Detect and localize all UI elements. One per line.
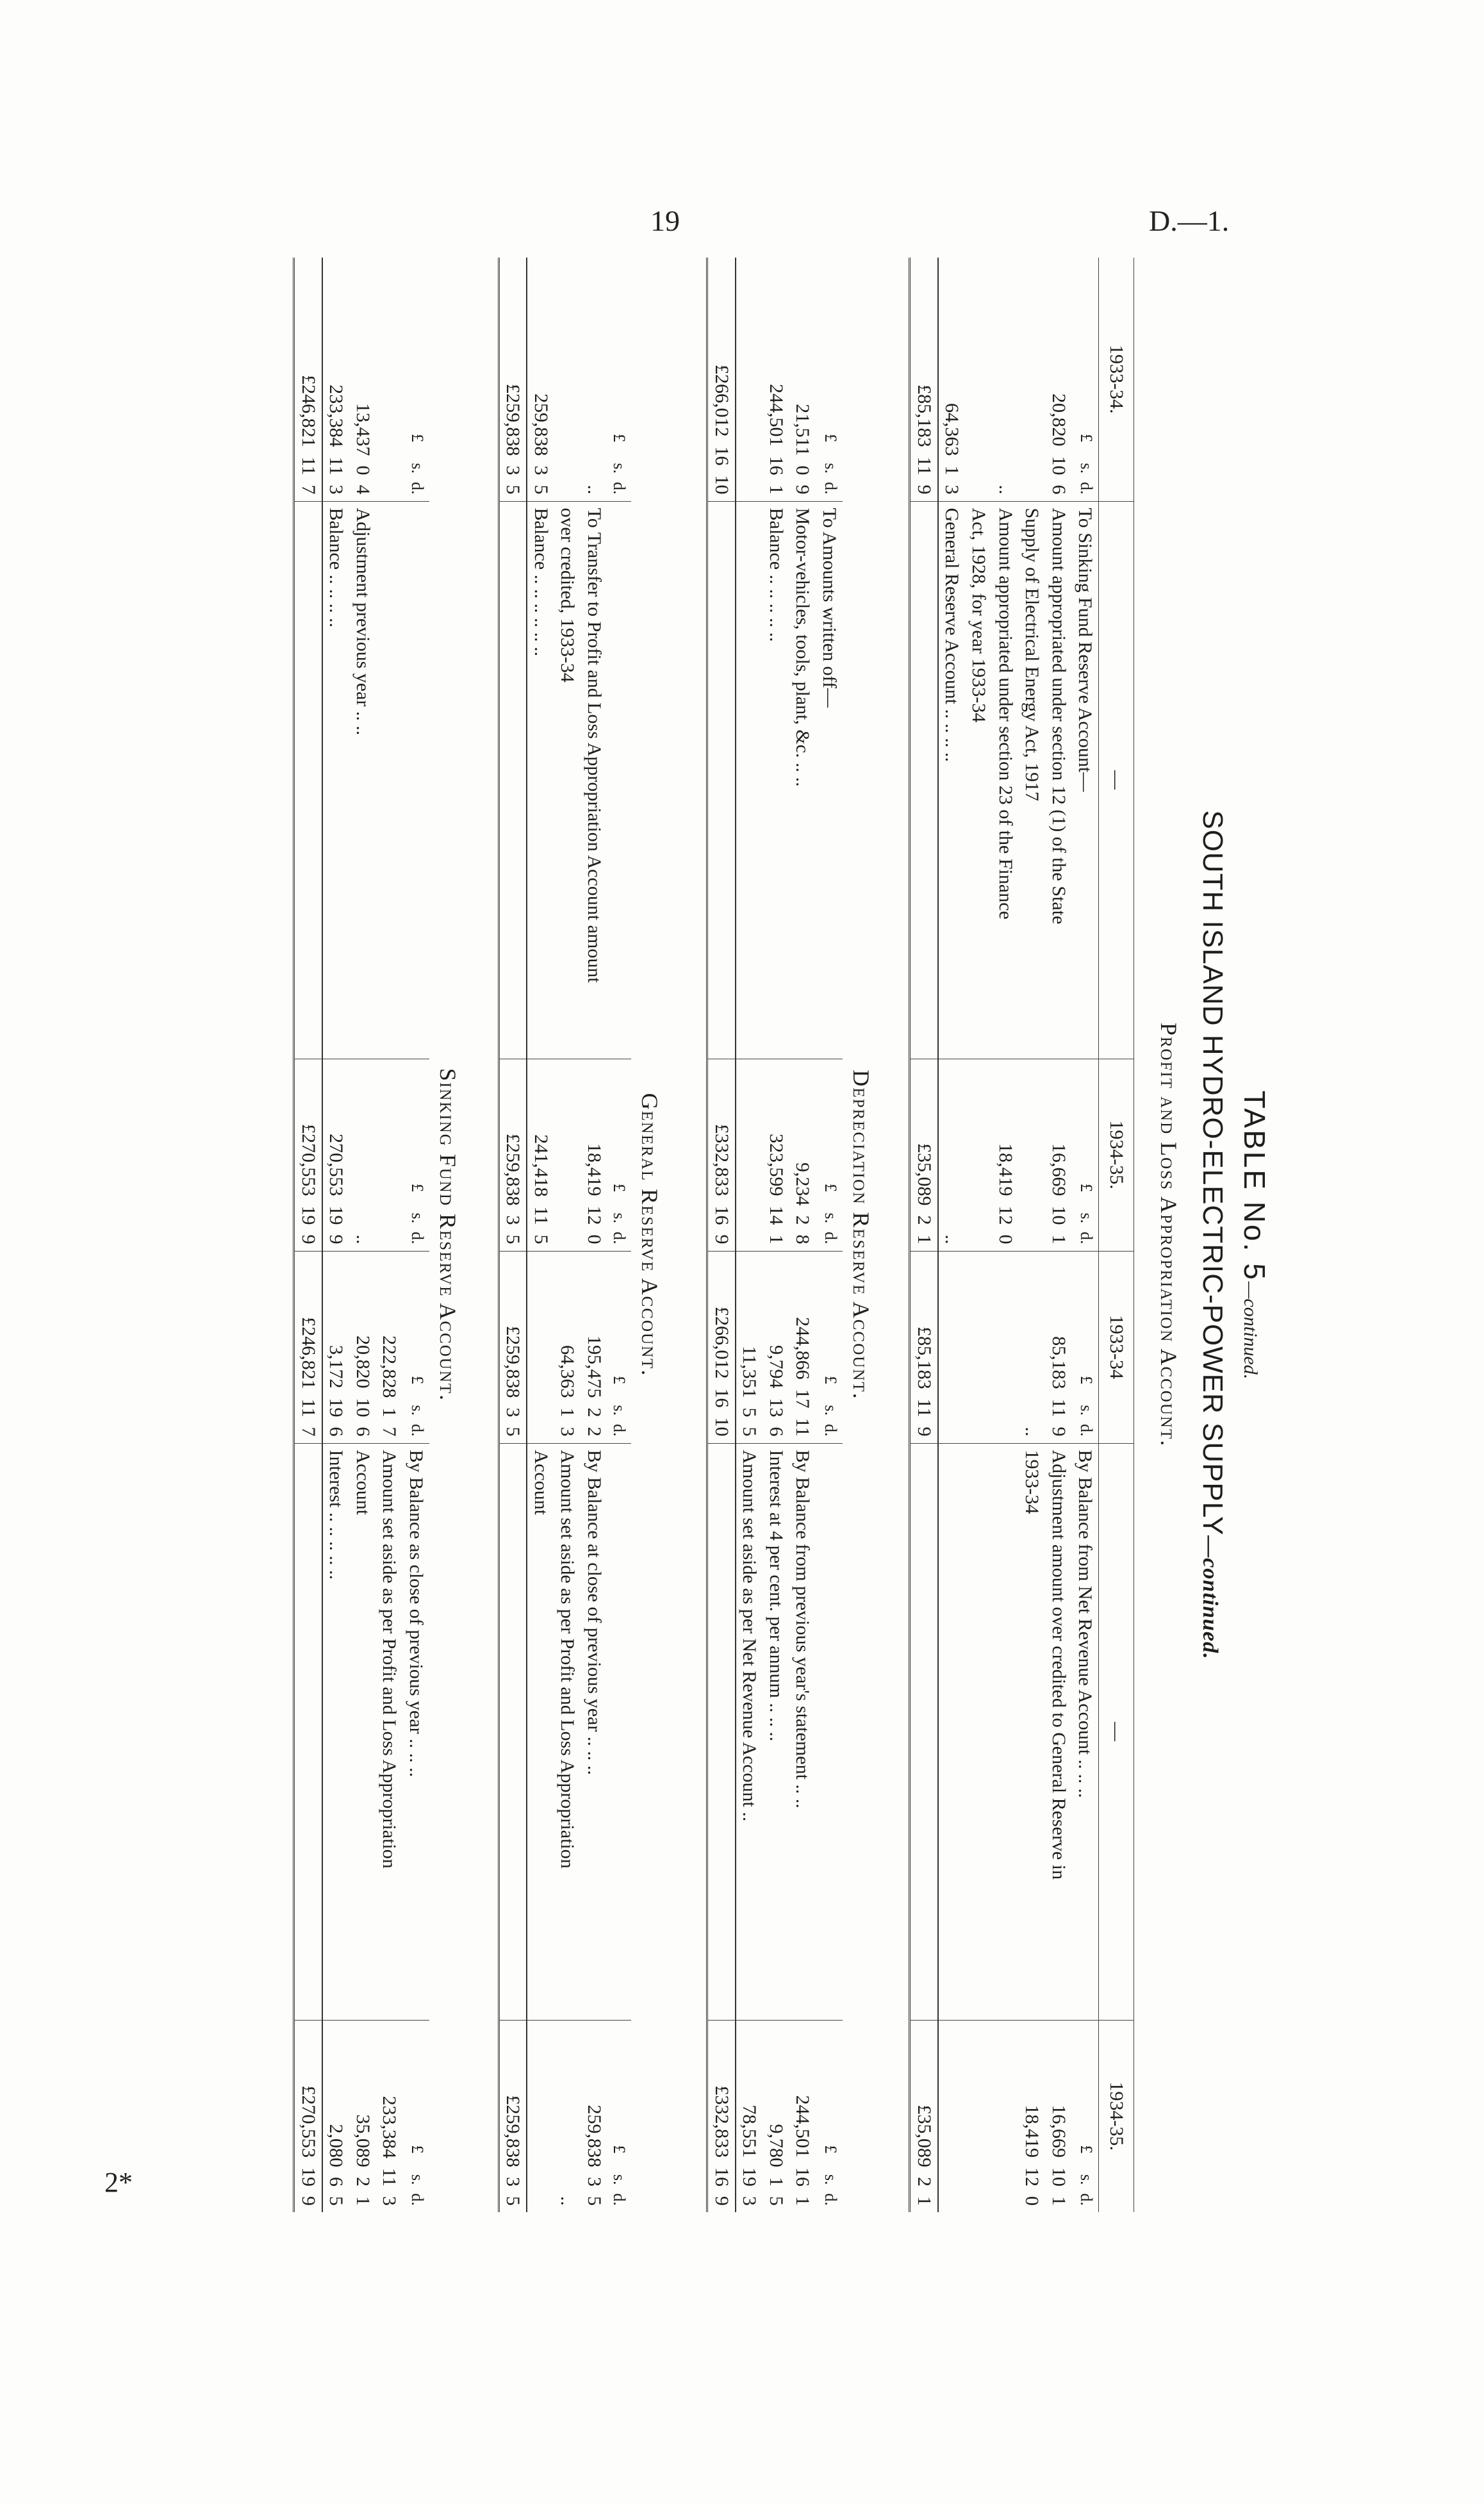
hdr-1934-35-cr: 1934-35. xyxy=(1099,2020,1134,2212)
pl-dr-b-2 xyxy=(1019,1059,1046,1251)
table-title: TABLE No. 5—continued. xyxy=(1238,1090,1271,1380)
dep-cr-b-1: 9,780 1 5 xyxy=(763,2020,789,2212)
depreciation-reserve-account xyxy=(706,258,875,2212)
dep-cr-desc-1: Interest at 4 per cent. per annum .. .. .. xyxy=(763,1443,789,2020)
sink-dr-desc-0: Adjustment previous year .. .. xyxy=(349,501,376,1059)
sink-cr-desc-3: Interest .. .. .. .. .. xyxy=(322,1443,350,2020)
pl-cr-b-2 xyxy=(992,2020,1019,2212)
sink-cr-total-b: £270,553 19 9 xyxy=(294,2020,322,2212)
sink-table xyxy=(293,258,429,2212)
dep-cr-total-a: £266,012 16 10 xyxy=(707,1251,736,1443)
dep-dr-a-2: 244,501 16 1 xyxy=(765,384,787,495)
pl-dr-a-1: 20,820 10 6 xyxy=(1048,393,1069,495)
pl-cr-a-0: 85,183 11 9 xyxy=(1045,1251,1072,1443)
pl-table xyxy=(909,258,1134,2212)
gen-dr-b-1 xyxy=(554,1059,581,1251)
unit-label: £ s. d. xyxy=(402,1059,429,1251)
pl-dr-a-4 xyxy=(965,258,992,501)
dep-cr-a-0: 244,866 17 11 xyxy=(789,1251,816,1443)
sink-cr-a-0: 222,828 1 7 xyxy=(376,1251,403,1443)
pl-dr-b-3: 18,419 12 0 xyxy=(992,1059,1019,1251)
gen-cr-a-0: 195,475 2 2 xyxy=(581,1251,607,1443)
sink-title: Sinking Fund Reserve Account. xyxy=(435,1068,461,1402)
dep-table xyxy=(706,258,843,2212)
unit-label: £ s. d. xyxy=(1077,433,1096,495)
sink-dr-a-0: 13,437 0 4 xyxy=(352,403,374,495)
profit-loss-account xyxy=(909,258,1134,2212)
pl-cr-total-a: £85,183 11 9 xyxy=(910,1251,938,1443)
dep-dr-b-1: 9,234 2 8 xyxy=(789,1059,816,1251)
dep-dr-desc-1: Motor-vehicles, tools, plant, &c. .. .. xyxy=(789,501,816,1059)
gen-dr-desc-0: To Transfer to Profit and Loss Appropriation Account amount xyxy=(581,501,607,1059)
dep-dr-total-b: £332,833 16 9 xyxy=(707,1059,736,1251)
dep-dr-a-1: 21,511 0 9 xyxy=(792,404,814,495)
unit-label: £ s. d. xyxy=(1072,2020,1099,2212)
dep-dr-total-a: £266,012 16 10 xyxy=(707,258,736,501)
pl-dr-desc-5: General Reserve Account .. .. .. .. xyxy=(938,501,966,1059)
dep-cr-b-2: 78,551 19 3 xyxy=(736,2020,763,2212)
sink-cr-desc-2: Account xyxy=(349,1443,376,2020)
pl-cr-a-2 xyxy=(992,1251,1019,1443)
sink-dr-b-1: 270,553 19 9 xyxy=(322,1059,350,1251)
margin-mark: 2* xyxy=(104,2167,133,2198)
gen-dr-total-a: £259,838 3 5 xyxy=(499,258,527,501)
dep-cr-total-b: £332,833 16 9 xyxy=(707,2020,736,2212)
unit-label: £ s. d. xyxy=(816,2020,843,2212)
gen-dr-b-2: 241,418 11 5 xyxy=(527,1059,554,1251)
document-code: D.—1. xyxy=(1149,204,1230,237)
pl-dr-b-1: 16,669 10 1 xyxy=(1045,1059,1072,1251)
unit-label: £ s. d. xyxy=(408,433,427,495)
gen-cr-desc-0: By Balance at close of previous year .. .. .. xyxy=(581,1443,607,2020)
dep-title: Depreciation Reserve Account. xyxy=(848,1070,874,1400)
hdr-1933-34-dr: 1933-34. xyxy=(1099,258,1134,501)
sink-cr-total-a: £246,821 11 7 xyxy=(294,1251,322,1443)
supply-title: SOUTH ISLAND HYDRO-ELECTRIC-POWER SUPPLY—continued. xyxy=(1197,810,1228,1660)
gen-cr-a-1: 64,363 1 3 xyxy=(554,1251,581,1443)
unit-label: £ s. d. xyxy=(816,1059,843,1251)
unit-label: £ s. d. xyxy=(610,433,629,495)
pl-dr-desc-2: Supply of Electrical Energy Act, 1917 xyxy=(1019,501,1046,1059)
sink-cr-a-3: 3,172 19 6 xyxy=(322,1251,350,1443)
unit-label: £ s. d. xyxy=(1072,1059,1099,1251)
pl-cr-b-1: 18,419 12 0 xyxy=(1019,2020,1046,2212)
gen-cr-b-2 xyxy=(527,2020,554,2212)
gen-dr-b-0: 18,419 12 0 xyxy=(581,1059,607,1251)
unit-label: £ s. d. xyxy=(1072,1251,1099,1443)
gen-dr-desc-1: over credited, 1933-34 xyxy=(554,501,581,1059)
pl-dr-b-5: .. xyxy=(938,1059,966,1251)
gen-dr-a-0: .. xyxy=(583,484,605,495)
page-number: 19 xyxy=(650,204,680,237)
pl-cr-desc-0: By Balance from Net Revenue Account .. .. .. xyxy=(1072,1443,1099,2020)
sink-cr-b-0: 233,384 11 3 xyxy=(376,2020,403,2212)
sink-dr-b-0: .. xyxy=(349,1059,376,1251)
gen-dr-total-b: £259,838 3 5 xyxy=(499,1059,527,1251)
sink-cr-a-1: 20,820 10 6 xyxy=(349,1251,376,1443)
gen-cr-total-a: £259,838 3 5 xyxy=(499,1251,527,1443)
sink-dr-desc-1: Balance .. .. .. .. xyxy=(322,501,350,1059)
dep-cr-a-2: 11,351 5 5 xyxy=(736,1251,763,1443)
hdr-cr-dash: — xyxy=(1099,1443,1134,2020)
unit-label: £ s. d. xyxy=(821,433,840,495)
gen-cr-b-0: 259,838 3 5 xyxy=(581,2020,607,2212)
sink-dr-a-1: 233,384 11 3 xyxy=(326,384,347,495)
unit-label: £ s. d. xyxy=(607,2020,631,2212)
pl-dr-a-3: .. xyxy=(994,484,1016,495)
general-reserve-account xyxy=(498,258,663,2212)
pl-dr-desc-1: Amount appropriated under section 12 (1) of the State xyxy=(1045,501,1072,1059)
sink-cr-desc-0: By Balance as close of previous year .. .. .. xyxy=(402,1443,429,2020)
pl-dr-a-5: 64,363 1 3 xyxy=(941,403,963,495)
gen-dr-a-1 xyxy=(554,258,581,501)
pl-dr-total-b: £35,089 2 1 xyxy=(910,1059,938,1251)
dep-dr-desc-2: Balance .. .. .. .. .. xyxy=(763,501,789,1059)
pl-dr-desc-4: Act, 1928, for year 1933-34 xyxy=(965,501,992,1059)
pl-cr-desc-2: 1933-34 xyxy=(1019,1443,1046,2020)
dep-cr-desc-0: By Balance from previous year's statement .. .. xyxy=(789,1443,816,2020)
pl-cr-total-b: £35,089 2 1 xyxy=(910,2020,938,2212)
pl-cr-b-0: 16,669 10 1 xyxy=(1045,2020,1072,2212)
sink-dr-total-b: £270,553 19 9 xyxy=(294,1059,322,1251)
gen-cr-desc-2: Account xyxy=(527,1443,554,2020)
hdr-1934-35-dr: 1934-35. xyxy=(1099,1059,1134,1251)
pl-dr-b-4 xyxy=(965,1059,992,1251)
rotated-table-sheet xyxy=(272,258,1272,2212)
unit-label: £ s. d. xyxy=(402,2020,429,2212)
sink-cr-b-1: 35,089 2 1 xyxy=(349,2020,376,2212)
pl-dr-desc-3: Amount appropriated under section 23 of the Finance xyxy=(992,501,1019,1059)
gen-cr-total-b: £259,838 3 5 xyxy=(499,2020,527,2212)
gen-title: General Reserve Account. xyxy=(637,1093,663,1377)
dep-dr-desc-0: To Amounts written off— xyxy=(816,501,843,1059)
dep-cr-desc-2: Amount set aside as per Net Revenue Account .. xyxy=(736,1443,763,2020)
pl-dr-a-2 xyxy=(1019,258,1046,501)
pl-dr-desc-0: To Sinking Fund Reserve Account— xyxy=(1072,501,1099,1059)
sink-cr-b-3: 2,080 6 5 xyxy=(322,2020,350,2212)
title-block xyxy=(1155,258,1272,2212)
sink-cr-desc-1: Amount set aside as per Profit and Loss Appropriation xyxy=(376,1443,403,2020)
pl-cr-a-1: .. xyxy=(1019,1251,1046,1443)
gen-cr-desc-1: Amount set aside as per Profit and Loss Appropriation xyxy=(554,1443,581,2020)
gen-cr-a-2 xyxy=(527,1251,554,1443)
pl-dr-total-a: £85,183 11 9 xyxy=(910,258,938,501)
unit-label: £ s. d. xyxy=(402,1251,429,1443)
unit-label: £ s. d. xyxy=(816,1251,843,1443)
pl-title: Profit and Loss Appropriation Account. xyxy=(1156,1022,1182,1448)
sink-dr-total-a: £246,821 11 7 xyxy=(294,258,322,501)
dep-dr-b-2: 323,599 14 1 xyxy=(763,1059,789,1251)
sinking-fund-reserve-account xyxy=(293,258,461,2212)
pl-cr-desc-1: Adjustment amount over credited to General Reserve in xyxy=(1045,1443,1072,2020)
gen-dr-a-2: 259,838 3 5 xyxy=(530,393,552,495)
gen-table xyxy=(498,258,631,2212)
gen-cr-b-1: .. xyxy=(554,2020,581,2212)
dep-cr-a-1: 9,794 13 6 xyxy=(763,1251,789,1443)
gen-dr-desc-2: Balance .. .. .. .. .. .. xyxy=(527,501,554,1059)
unit-label: £ s. d. xyxy=(607,1059,631,1251)
dep-cr-b-0: 244,501 16 1 xyxy=(789,2020,816,2212)
unit-label: £ s. d. xyxy=(607,1251,631,1443)
hdr-1933-34-cr: 1933-34 xyxy=(1099,1251,1134,1443)
hdr-dr-dash: — xyxy=(1099,501,1134,1059)
